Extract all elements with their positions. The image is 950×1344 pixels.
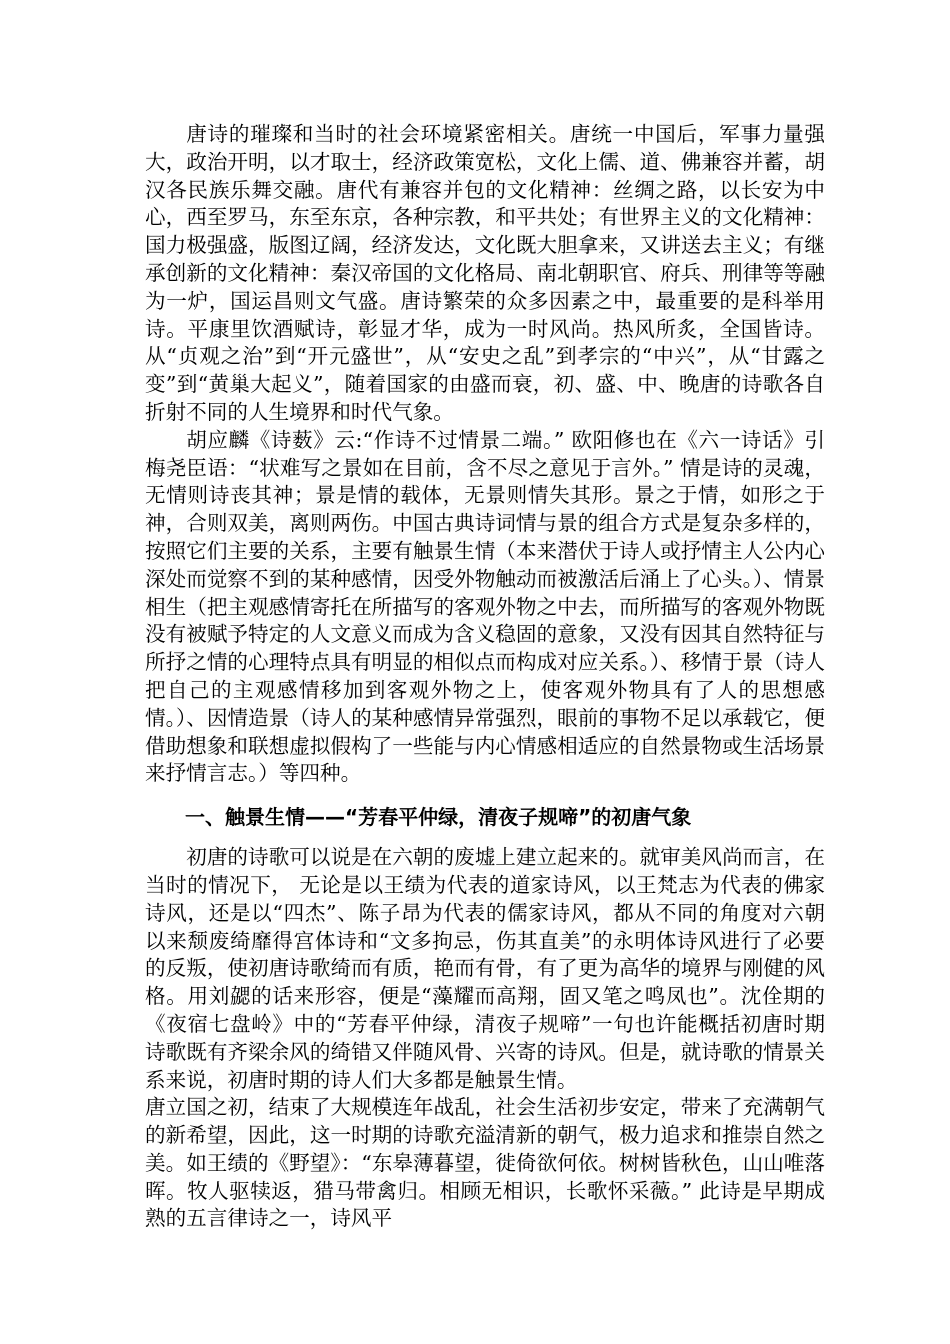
paragraph-early-tang-style: 初唐的诗歌可以说是在六朝的废墟上建立起来的。就审美风尚而言，在当时的情况下， 无论是以王绩为代表的道家诗风，以王梵志为代表的佛家诗风，还是以“四杰”、陈子昂为代表的儒家诗风，都从不同的角度对六朝以来颓废绮靡得宫体诗和“文多拘忌，伤其直美”的永明体诗风进行了必要的反叛，使初唐诗歌绮而有质，艳而有骨，有了更为高华的境界与刚健的风格。用刘勰的话来形容，便是“藻耀而高翔，固又笔之鸣凤也”。沈佺期的《夜宿七盘岭》中的“芳春平仲绿，清夜子规啼”一句也许能概括初唐时期诗歌既有齐梁余风的绮错又伴随风骨、兴寄的诗风。但是，就诗歌的情景关系来说，初唐时期的诗人们大多都是触景生情。 [145,845,825,1092]
paragraph-tang-poetry-background: 唐诗的璀璨和当时的社会环境紧密相关。唐统一中国后，军事力量强大，政治开明，以才取士，经济政策宽松，文化上儒、道、佛兼容并蓄，胡汉各民族乐舞交融。唐代有兼容并包的文化精神：丝绸之路，以长安为中心，西至罗马，东至东京，各种宗教，和平共处；有世界主义的文化精神：国力极强盛，版图辽阔，经济发达，文化既大胆拿来，又讲送去主义；有继承创新的文化精神：秦汉帝国的文化格局、南北朝职官、府兵、刑律等等融为一炉，国运昌则文气盛。唐诗繁荣的众多因素之中，最重要的是科举用诗。平康里饮酒赋诗，彰显才华，成为一时风尚。热风所炙，全国皆诗。从“贞观之治”到“开元盛世”，从“安史之乱”到孝宗的“中兴”，从“甘露之变”到“黄巢大起义”，随着国家的由盛而衰，初、盛、中、晚唐的诗歌各自折射不同的人生境界和时代气象。 [145,122,825,424]
section-heading: 一、触景生情——“芳春平仲绿，清夜子规啼”的初唐气象 [185,805,692,830]
document-page [145,121,825,1233]
paragraph-early-tang-nature: 唐立国之初，结束了大规模连年战乱，社会生活初步安定，带来了充满朝气的新希望，因此，这一时期的诗歌充溢清新的朝气，极力追求和推崇自然之美。如王绩的《野望》：“东皋薄暮望，徙倚欲何依。树树皆秋色，山山唯落晖。牧人驱犊返，猎马带禽归。相顾无相识，长歌怀采薇。” 此诗是早期成熟的五言律诗之一，诗风平 [145,1095,825,1231]
paragraph-emotion-and-scene: 胡应麟《诗薮》云:“作诗不过情景二端。” 欧阳修也在《六一诗话》引梅尧臣语：“状难写之景如在目前，含不尽之意见于言外。” 情是诗的灵魂，无情则诗丧其神；景是情的载体，无景则情失其形。景之于情，如形之于神，合则双美，离则两伤。中国古典诗词情与景的组合方式是复杂多样的，按照它们主要的关系，主要有触景生情（本来潜伏于诗人或抒情主人公内心深处而觉察不到的某种感情，因受外物触动而被激活后涌上了心头。）、情景相生（把主观感情寄托在所描写的客观外物之中去，而所描写的客观外物既没有被赋予特定的人文意义而成为含义稳固的意象，又没有因其自然特征与所抒之情的心理特点具有明显的相似点而构成对应关系。）、移情于景（诗人把自己的主观感情移加到客观外物之上，使客观外物具有了人的思想感情。）、因情造景（诗人的某种感情异常强烈，眼前的事物不足以承载它，便借助想象和联想虚拟假构了一些能与内心情感相适应的自然景物或生活场景来抒情言志。）等四种。 [145,427,825,786]
